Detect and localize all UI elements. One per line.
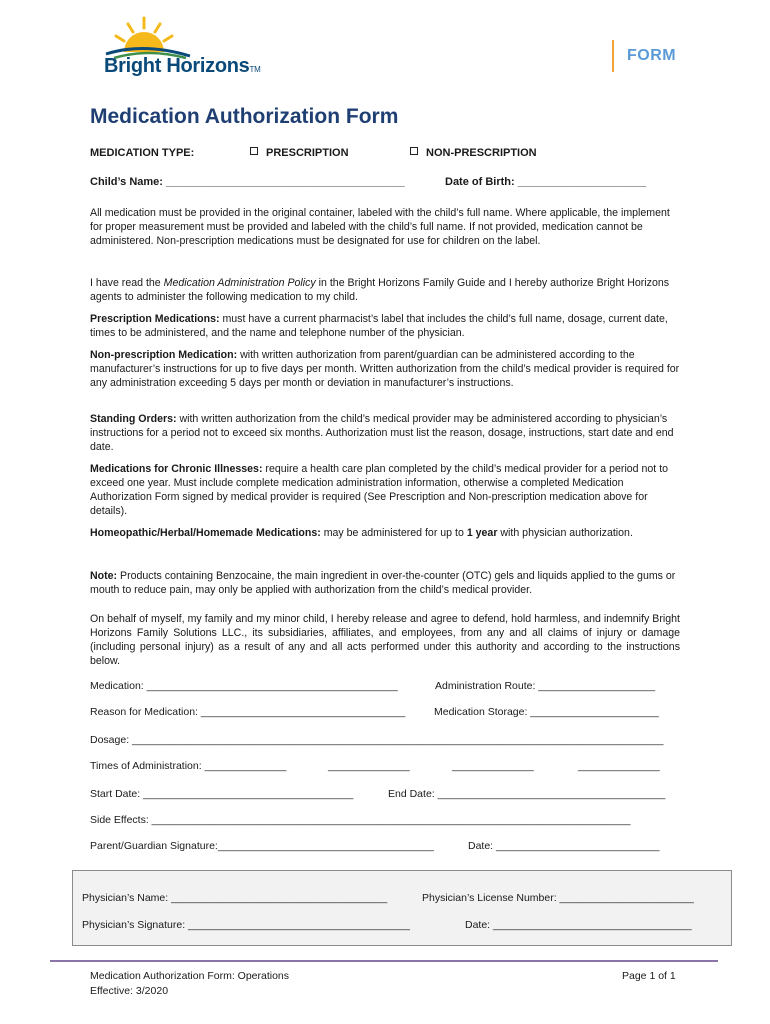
parent-date-field[interactable]: Date: ____________________________ (468, 840, 660, 852)
policy-paragraph: I have read the Medication Administration Policy in the Bright Horizons Family Guide and I hereby authorize Bright Horizons agents to administer the following medication to my child. (90, 277, 670, 303)
page-title: Medication Authorization Form (90, 105, 399, 128)
administration-route-field[interactable]: Administration Route: ____________________ (435, 680, 656, 692)
form-tag-divider (612, 40, 614, 72)
storage-field[interactable]: Medication Storage: ______________________ (434, 706, 659, 718)
homeopathic-paragraph: Homeopathic/Herbal/Homemade Medications: may be administered for up to 1 year with physician authorization. (90, 527, 633, 539)
physician-name-field[interactable]: Physician’s Name: _____________________________________ (82, 892, 388, 904)
child-name-field[interactable]: Child’s Name: _______________________________________ (90, 176, 405, 188)
physician-license-field[interactable]: Physician’s License Number: _______________________ (422, 892, 694, 904)
brand-logo: Bright HorizonsTM (104, 55, 261, 77)
dosage-field[interactable]: Dosage: ___________________________________________________________________________________________ (90, 734, 664, 746)
physician-signature-field[interactable]: Physician’s Signature: ______________________________________ (82, 919, 410, 931)
note-paragraph: Note: Products containing Benzocaine, the main ingredient in over-the-counter (OTC) gels and liquids applied to the gums or mouth to reduce pain, may only be applied with authorization from the child’s medical provider. (90, 570, 676, 596)
non-prescription-label: NON-PRESCRIPTION (426, 147, 537, 159)
times-field-2[interactable]: ______________ (328, 760, 410, 772)
non-prescription-option[interactable] (410, 147, 537, 159)
policy-link-text: Medication Administration Policy (163, 277, 316, 289)
parent-signature-field[interactable]: Parent/Guardian Signature:_____________________________________ (90, 840, 434, 852)
end-date-field[interactable]: End Date: _______________________________________ (388, 788, 666, 800)
physician-date-field[interactable]: Date: __________________________________ (465, 919, 692, 931)
prescription-option[interactable] (250, 147, 349, 159)
footer-divider (50, 960, 718, 962)
times-field-4[interactable]: ______________ (578, 760, 660, 772)
side-effects-field[interactable]: Side Effects: __________________________________________________________________________________ (90, 814, 631, 826)
chronic-illness-paragraph: Medications for Chronic Illnesses: require a health care plan completed by the child’s medical provider for a period not to exceed one year. Must include complete medication administration information, otherwise a completed Medication Authorization Form signed by medical provider is required (See Prescription and Non-prescription medication above for details). (90, 463, 669, 517)
prescription-label: PRESCRIPTION (266, 147, 349, 159)
footer-page-number: Page 1 of 1 (622, 970, 676, 982)
reason-field[interactable]: Reason for Medication: ___________________________________ (90, 706, 406, 718)
times-field-1[interactable]: Times of Administration: ______________ (90, 760, 287, 772)
start-date-field[interactable]: Start Date: ____________________________________ (90, 788, 354, 800)
prescription-checkbox[interactable] (250, 147, 258, 155)
medication-type-label: MEDICATION TYPE: (90, 147, 195, 159)
release-paragraph: On behalf of myself, my family and my minor child, I hereby release and agree to defend, hold harmless, and indemnify Bright Horizons Family Solutions LLC., its subsidiaries, affiliates, and employees, from any and all claims of injury or damage (including personal injury) as a result of any and all acts performed under this authority and according to the instructions below. (90, 613, 680, 667)
physician-section (72, 870, 732, 946)
form-tag: FORM (627, 47, 677, 64)
footer-effective-date: Effective: 3/2020 (90, 985, 169, 997)
intro-paragraph: All medication must be provided in the original container, labeled with the child’s full name. Where applicable, the implement for proper measurement must be provided and labeled with the child’s full name. If not provided, medication cannot be administered. Non-prescription medications must be designated for use for children on the label. (90, 207, 670, 247)
medication-field[interactable]: Medication: ___________________________________________ (90, 680, 398, 692)
times-field-3[interactable]: ______________ (452, 760, 534, 772)
prescription-paragraph: Prescription Medications: must have a current pharmacist’s label that includes the child’s full name, dosage, current date, times to be administered, and the name and telephone number of the physician. (90, 313, 668, 339)
footer-doc-title: Medication Authorization Form: Operations (90, 970, 290, 982)
non-prescription-paragraph: Non-prescription Medication: with written authorization from parent/guardian can be administered according to the manufacturer’s instructions for up to five days per month. Written authorization from the child’s medical provider is required for any administration exceeding 5 days per month or deviation in manufacturer’s instructions. (90, 349, 680, 389)
non-prescription-checkbox[interactable] (410, 147, 418, 155)
standing-orders-paragraph: Standing Orders: with written authorization from the child’s medical provider may be administered according to physician’s instructions for a period not to exceed six months. Authorization must list the reason, dosage, instructions, start date and end date. (90, 413, 674, 453)
date-of-birth-field[interactable]: Date of Birth: _____________________ (445, 176, 647, 188)
